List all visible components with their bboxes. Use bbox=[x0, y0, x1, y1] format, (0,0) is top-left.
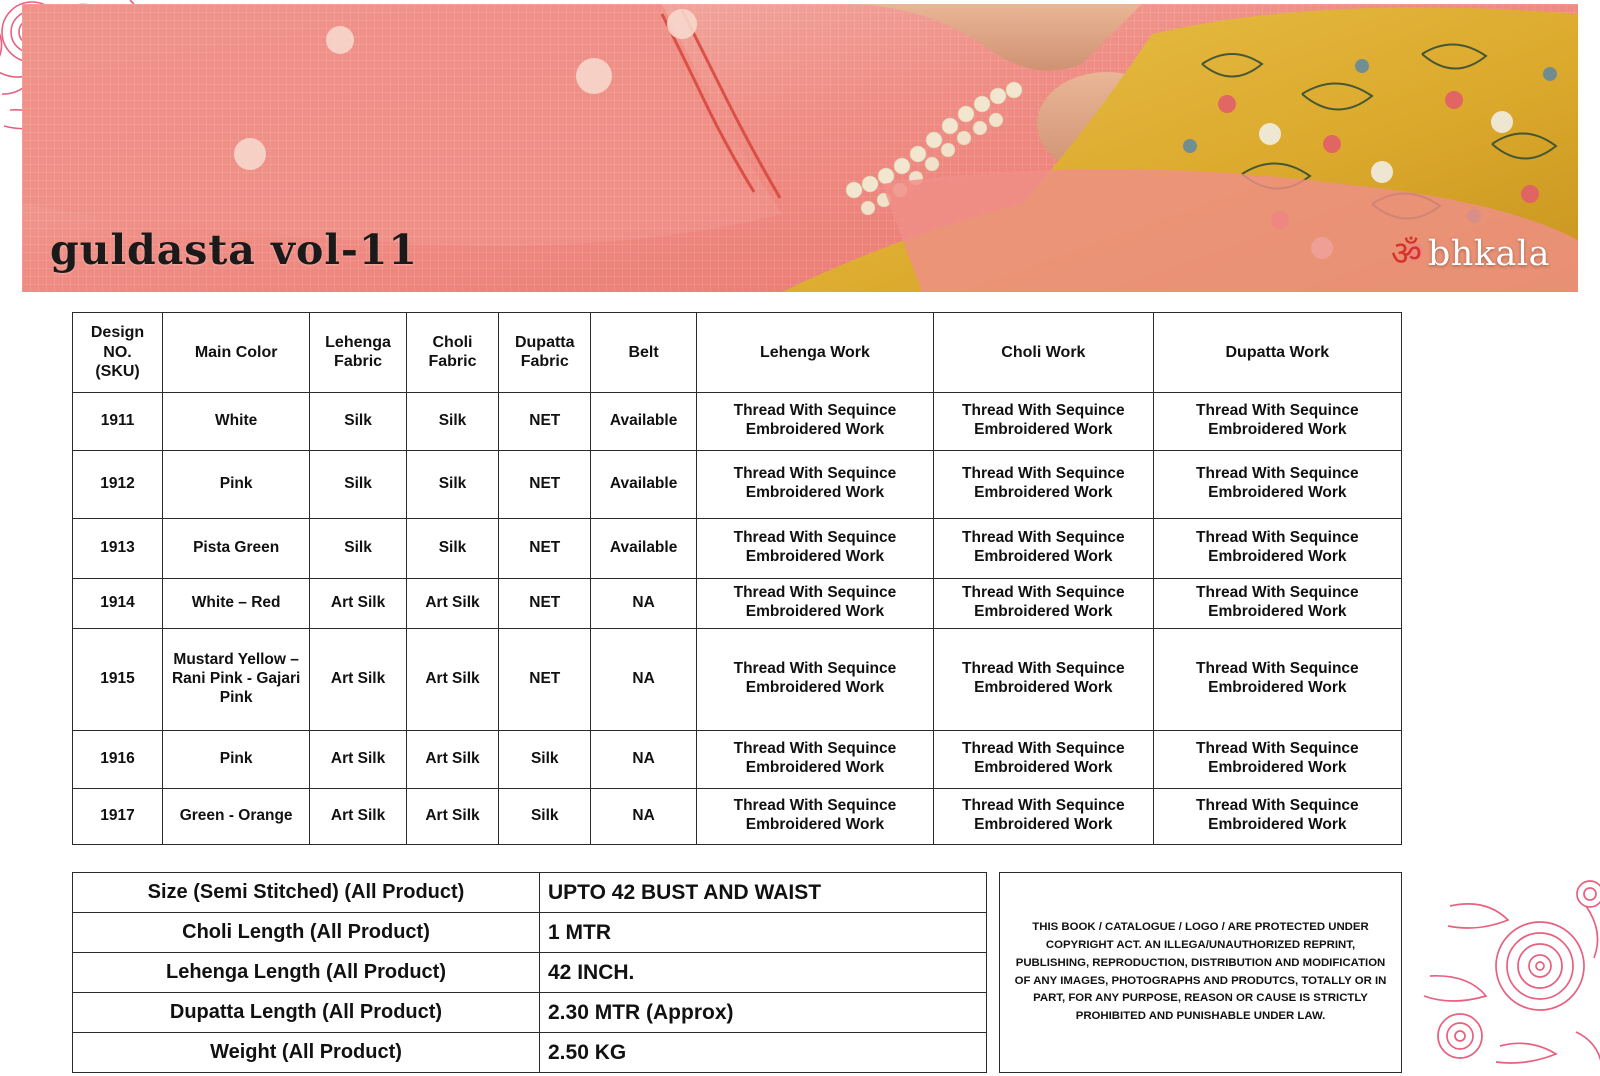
measurement-row bbox=[73, 873, 987, 913]
cell-lehenga-work: Thread With Sequince Embroidered Work bbox=[696, 578, 933, 628]
cell-lehenga-fabric: Art Silk bbox=[310, 788, 407, 844]
cell-main-color: Pink bbox=[163, 450, 310, 518]
cell-dupatta-fabric: Silk bbox=[499, 788, 591, 844]
cell-sku: 1911 bbox=[73, 392, 163, 450]
measurement-row bbox=[73, 953, 987, 993]
cell-lehenga-work: Thread With Sequince Embroidered Work bbox=[696, 518, 933, 578]
cell-lehenga-work: Thread With Sequince Embroidered Work bbox=[696, 392, 933, 450]
cell-dupatta-work: Thread With Sequince Embroidered Work bbox=[1153, 518, 1401, 578]
column-header-belt: Belt bbox=[591, 313, 696, 393]
table-row bbox=[73, 788, 1402, 844]
cell-lehenga-work: Thread With Sequince Embroidered Work bbox=[696, 628, 933, 730]
cell-main-color: Green - Orange bbox=[163, 788, 310, 844]
table-row bbox=[73, 628, 1402, 730]
table-row bbox=[73, 578, 1402, 628]
measurement-row bbox=[73, 993, 987, 1033]
cell-choli-work: Thread With Sequince Embroidered Work bbox=[934, 450, 1154, 518]
cell-main-color: Mustard Yellow – Rani Pink - Gajari Pink bbox=[163, 628, 310, 730]
cell-dupatta-work: Thread With Sequince Embroidered Work bbox=[1153, 392, 1401, 450]
column-header-main-color: Main Color bbox=[163, 313, 310, 393]
cell-choli-work: Thread With Sequince Embroidered Work bbox=[934, 392, 1154, 450]
measurement-value: 2.30 MTR (Approx) bbox=[540, 993, 987, 1033]
cell-dupatta-work: Thread With Sequince Embroidered Work bbox=[1153, 788, 1401, 844]
bottom-section bbox=[72, 872, 1402, 1073]
brand-name: bhkala bbox=[1427, 234, 1550, 274]
cell-sku: 1913 bbox=[73, 518, 163, 578]
cell-dupatta-fabric: NET bbox=[499, 392, 591, 450]
cell-choli-work: Thread With Sequince Embroidered Work bbox=[934, 730, 1154, 788]
catalogue-banner bbox=[22, 4, 1578, 292]
cell-lehenga-fabric: Art Silk bbox=[310, 628, 407, 730]
product-spec-table bbox=[72, 312, 1402, 845]
measurement-label: Weight (All Product) bbox=[73, 1033, 540, 1073]
cell-belt: Available bbox=[591, 392, 696, 450]
measurement-label: Lehenga Length (All Product) bbox=[73, 953, 540, 993]
column-header-lehenga-fabric: Lehenga Fabric bbox=[310, 313, 407, 393]
measurement-label: Choli Length (All Product) bbox=[73, 913, 540, 953]
cell-lehenga-fabric: Art Silk bbox=[310, 578, 407, 628]
column-header-choli-work: Choli Work bbox=[934, 313, 1154, 393]
cell-dupatta-fabric: Silk bbox=[499, 730, 591, 788]
cell-sku: 1916 bbox=[73, 730, 163, 788]
cell-sku: 1914 bbox=[73, 578, 163, 628]
brand-logo bbox=[1391, 234, 1550, 274]
cell-sku: 1917 bbox=[73, 788, 163, 844]
cell-dupatta-work: Thread With Sequince Embroidered Work bbox=[1153, 628, 1401, 730]
cell-main-color: Pista Green bbox=[163, 518, 310, 578]
cell-choli-fabric: Silk bbox=[406, 518, 498, 578]
column-header-sku: Design NO. (SKU) bbox=[73, 313, 163, 393]
copyright-text: THIS BOOK / CATALOGUE / LOGO / ARE PROTECTED UNDER COPYRIGHT ACT. AN ILLEGA/UNAUTHORIZED REPRINT, PUBLISHING, REPRODUCTION, DISTRIBUTION AND MODIFICATION OF ANY IMAGES, PHOTOGRAPHS AND PRODUTCS, TOTALLY OR IN PART, FOR ANY PURPOSE, REASON OR CAUSE IS STRICTLY PROHIBITED AND PUNISHABLE UNDER LAW. bbox=[1014, 921, 1387, 1022]
cell-dupatta-fabric: NET bbox=[499, 628, 591, 730]
cell-main-color: Pink bbox=[163, 730, 310, 788]
column-header-dupatta-work: Dupatta Work bbox=[1153, 313, 1401, 393]
cell-choli-work: Thread With Sequince Embroidered Work bbox=[934, 788, 1154, 844]
measurement-label: Size (Semi Stitched) (All Product) bbox=[73, 873, 540, 913]
cell-belt: NA bbox=[591, 730, 696, 788]
measurement-value: 1 MTR bbox=[540, 913, 987, 953]
cell-choli-fabric: Art Silk bbox=[406, 628, 498, 730]
cell-belt: NA bbox=[591, 628, 696, 730]
cell-choli-fabric: Silk bbox=[406, 392, 498, 450]
cell-lehenga-fabric: Art Silk bbox=[310, 730, 407, 788]
column-header-choli-fabric: Choli Fabric bbox=[406, 313, 498, 393]
column-header-lehenga-work: Lehenga Work bbox=[696, 313, 933, 393]
cell-choli-work: Thread With Sequince Embroidered Work bbox=[934, 518, 1154, 578]
cell-choli-fabric: Silk bbox=[406, 450, 498, 518]
cell-lehenga-work: Thread With Sequince Embroidered Work bbox=[696, 788, 933, 844]
cell-sku: 1912 bbox=[73, 450, 163, 518]
table-row bbox=[73, 730, 1402, 788]
om-icon: ॐ bbox=[1390, 234, 1422, 274]
cell-choli-fabric: Art Silk bbox=[406, 730, 498, 788]
cell-dupatta-work: Thread With Sequince Embroidered Work bbox=[1153, 450, 1401, 518]
rose-decoration-bottom-right bbox=[1390, 846, 1600, 1076]
cell-belt: Available bbox=[591, 450, 696, 518]
cell-dupatta-work: Thread With Sequince Embroidered Work bbox=[1153, 578, 1401, 628]
catalogue-title: guldasta vol-11 bbox=[50, 226, 418, 274]
copyright-notice bbox=[999, 872, 1402, 1073]
cell-dupatta-fabric: NET bbox=[499, 518, 591, 578]
table-row bbox=[73, 392, 1402, 450]
cell-lehenga-fabric: Silk bbox=[310, 518, 407, 578]
cell-sku: 1915 bbox=[73, 628, 163, 730]
measurement-value: UPTO 42 BUST AND WAIST bbox=[540, 873, 987, 913]
cell-lehenga-work: Thread With Sequince Embroidered Work bbox=[696, 730, 933, 788]
cell-main-color: White bbox=[163, 392, 310, 450]
cell-belt: NA bbox=[591, 578, 696, 628]
measurement-row bbox=[73, 1033, 987, 1073]
cell-belt: NA bbox=[591, 788, 696, 844]
measurement-value: 42 INCH. bbox=[540, 953, 987, 993]
cell-choli-fabric: Art Silk bbox=[406, 578, 498, 628]
cell-dupatta-work: Thread With Sequince Embroidered Work bbox=[1153, 730, 1401, 788]
measurements-table bbox=[72, 872, 987, 1073]
measurement-value: 2.50 KG bbox=[540, 1033, 987, 1073]
cell-belt: Available bbox=[591, 518, 696, 578]
cell-dupatta-fabric: NET bbox=[499, 450, 591, 518]
cell-lehenga-fabric: Silk bbox=[310, 450, 407, 518]
table-header-row bbox=[73, 313, 1402, 393]
cell-lehenga-work: Thread With Sequince Embroidered Work bbox=[696, 450, 933, 518]
cell-lehenga-fabric: Silk bbox=[310, 392, 407, 450]
cell-main-color: White – Red bbox=[163, 578, 310, 628]
measurement-label: Dupatta Length (All Product) bbox=[73, 993, 540, 1033]
table-row bbox=[73, 450, 1402, 518]
cell-choli-fabric: Art Silk bbox=[406, 788, 498, 844]
cell-dupatta-fabric: NET bbox=[499, 578, 591, 628]
cell-choli-work: Thread With Sequince Embroidered Work bbox=[934, 628, 1154, 730]
cell-choli-work: Thread With Sequince Embroidered Work bbox=[934, 578, 1154, 628]
column-header-dupatta-fabric: Dupatta Fabric bbox=[499, 313, 591, 393]
table-row bbox=[73, 518, 1402, 578]
measurement-row bbox=[73, 913, 987, 953]
